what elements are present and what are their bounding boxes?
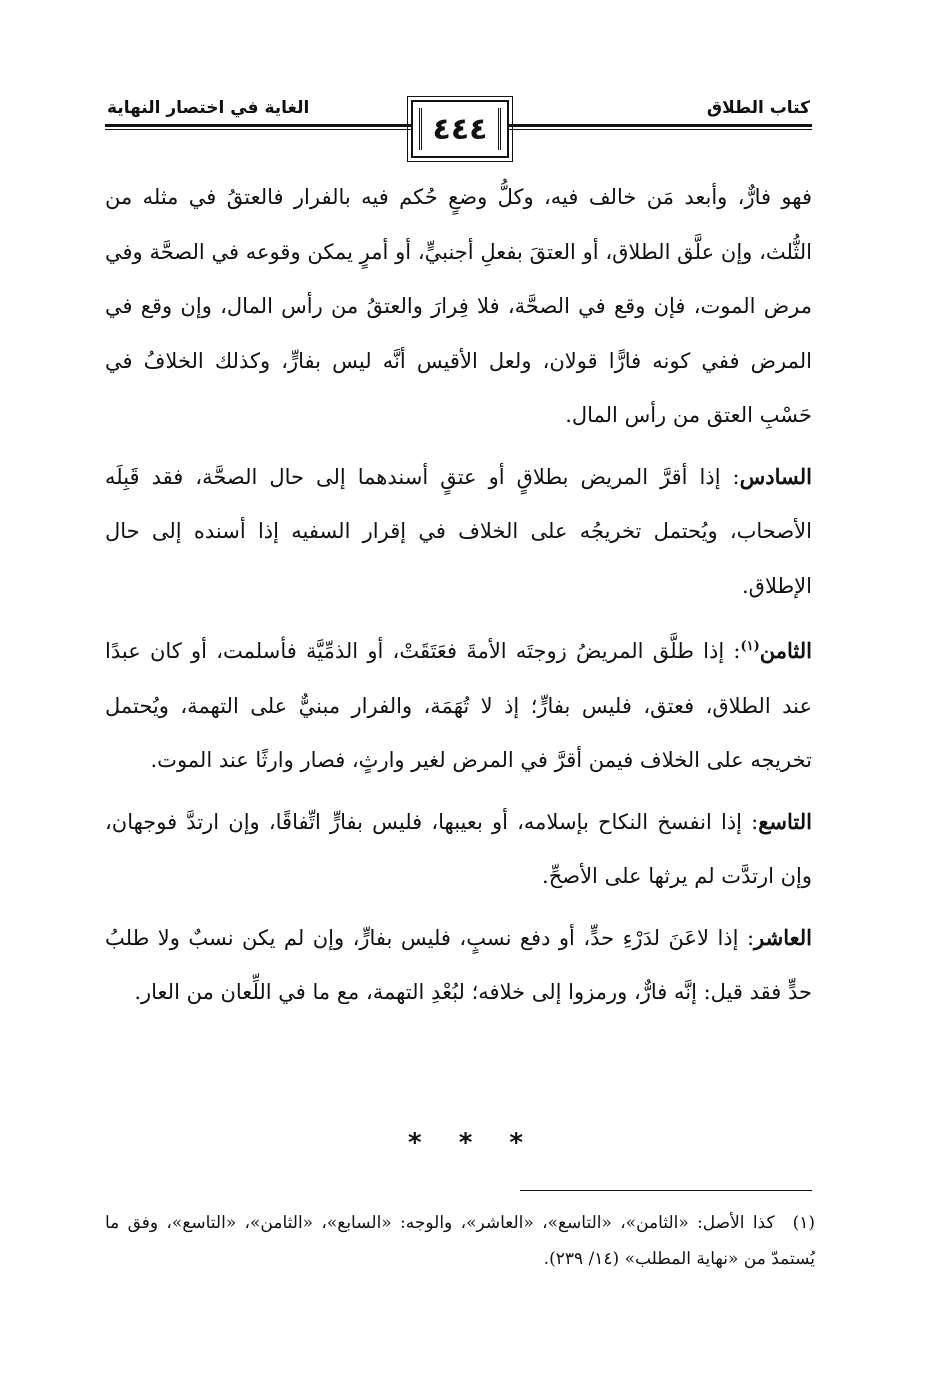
paragraph-tenth [105, 911, 812, 1020]
paragraph-text: : إذا أقرَّ المريض بطلاقٍ أو عتقٍ أسندهما إلى حال الصحَّة، فقد قَبِلَه الأصحاب، ويُحتمل تخريجُه على الخلاف في إقرار السفيه إذا أسنده إلى حال الإطلاق. [105, 464, 812, 598]
paragraph-text: : إذا انفسخ النكاح بإسلامه، أو بعيبها، فليس بفارٍّ اتِّفاقًا، وإن ارتدَّ فوجهان، وإن ارتدَّت لم يرثها على الأصحِّ. [105, 809, 812, 888]
book-title: الغاية في اختصار النهاية [107, 98, 310, 118]
paragraph-text: فهو فارٌّ، وأبعد مَن خالف فيه، وكلُّ وضعٍ حُكم فيه بالفرار فالعتقُ في مثله من الثُّلث، وإن علَّق الطلاق، أو العتقَ بفعلِ أجنبيٍّ، أو أمرٍ يمكن وقوعه في الصحَّة وفي مرض الموت، فإن وقع في الصحَّة، فلا فِرارَ والعتقُ من رأس المال، وإن وقع في المرض ففي كونه فارًّا قولان، ولعل الأقيس أنَّه ليس بفارٍّ، وكذلك الخلافُ في حَسْبِ العتق من رأس المال. [105, 185, 812, 427]
page-number [411, 100, 509, 158]
paragraph-eighth [105, 620, 812, 788]
main-text [105, 170, 812, 1027]
paragraph-text: : إذا لاعَنَ لدَرْءِ حدٍّ، أو دفع نسبٍ، فليس بفارٍّ، وإن لم يكن نسبٌ ولا طلبُ حدٍّ فقد قيل: إنَّه فارٌّ، ورمزوا إلى خلافه؛ لبُعْدِ التهمة، مع ما في اللِّعان من العار. [105, 925, 812, 1004]
page-header [105, 94, 812, 164]
paragraph-heading: التاسع [758, 808, 812, 834]
footnote-reference[interactable]: (١) [740, 639, 760, 654]
footnote-text: كذا الأصل: «الثامن»، «التاسع»، «العاشر»، والوجه: «السابع»، «الثامن»، «التاسع»، وفق ما يُستمدّ من «نهاية المطلب» (١٤/ ٢٣٩). [105, 1213, 815, 1269]
paragraph-heading: العاشر [754, 924, 812, 950]
footnote-rule [520, 1190, 812, 1191]
chapter-title: كتاب الطلاق [706, 98, 810, 118]
paragraph-sixth [105, 450, 812, 614]
footnote [105, 1205, 815, 1277]
paragraph-text: : إذا طلَّق المريضُ زوجتَه الأمةَ فعَتَقَتْ، أو الذمِّيَّة فأسلمت، أو كان عبدًا عند الطلاق، فعتق، فليس بفارٍّ؛ إذ لا تُهَمَة، والفرار مبنيٌّ على التهمة، ويُحتمل تخريجه على الخلاف فيمن أقرَّ في المرض لغير وارثٍ، فصار وارثًا عند الموت. [105, 639, 812, 772]
page-number-text: ٤٤٤ [432, 111, 488, 147]
paragraph-heading: الثامن [759, 638, 812, 663]
footnote-number: (١) [792, 1213, 815, 1233]
paragraph-continuation [105, 170, 812, 443]
section-separator: * * * [408, 1128, 537, 1158]
paragraph-heading: السادس [739, 463, 812, 489]
paragraph-ninth [105, 795, 812, 904]
